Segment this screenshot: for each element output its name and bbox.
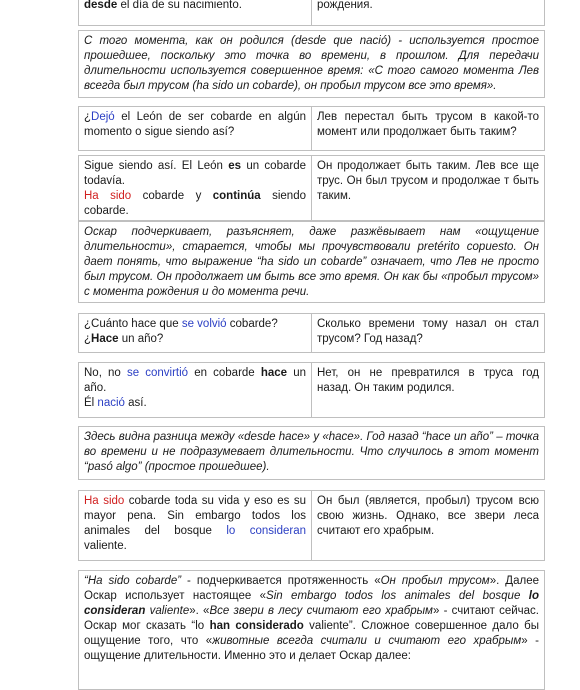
text-line: [317, 494, 539, 539]
text-line: [84, 110, 306, 140]
russian-cell: [311, 0, 545, 26]
text-run: se convirtió: [126, 367, 189, 379]
russian-cell: [311, 490, 545, 561]
russian-cell: [311, 313, 545, 353]
table-row: [78, 106, 545, 151]
text-run: - подчеркивается протяженность «: [181, 575, 381, 587]
spanish-cell: [78, 490, 312, 561]
commentary-cell: [78, 570, 545, 690]
commentary-cell: [78, 221, 545, 303]
text-run: ». «: [189, 605, 210, 617]
text-run: se volvió: [181, 318, 227, 330]
text-run: cobarde y: [131, 190, 213, 202]
text-line: [317, 317, 539, 347]
text-run: ¿: [84, 111, 92, 123]
text-line: [84, 494, 306, 554]
text-run: No, no: [84, 367, 127, 379]
spanish-cell: [78, 313, 312, 353]
text-run: un cobarde todavía.: [84, 160, 306, 187]
text-run: cobarde?: [226, 318, 278, 330]
text-line: [84, 225, 539, 300]
text-line: [84, 574, 539, 664]
text-run: Ha sido: [84, 495, 125, 507]
text-run: животные всегда считали и считают его храбрым: [212, 635, 522, 647]
russian-cell: [311, 362, 545, 418]
text-run: ¿: [84, 333, 92, 345]
text-run: hace: [260, 367, 288, 379]
text-line: [84, 34, 539, 94]
text-run: Hace: [91, 333, 119, 345]
text-line: [317, 366, 539, 396]
spanish-cell: [78, 0, 312, 26]
text-run: continúa: [212, 190, 261, 202]
text-run: valiente”. Сложное совершенное дало бы ощущение того, что «: [84, 620, 539, 647]
text-run: así.: [124, 397, 147, 409]
text-run: Лев перестал быть трусом в какой-то момент или продолжает быть таким?: [317, 111, 539, 138]
text-run: “Ha sido cobarde”: [84, 575, 182, 587]
text-run: Он продолжает быть таким. Лев все ще трус. Он был трусом и продолжае т быть таким.: [317, 160, 539, 202]
text-run: el León de ser cobarde en algún momento o sigue siendo así?: [84, 111, 306, 138]
text-line: [84, 0, 306, 13]
commentary-row: [78, 30, 545, 98]
text-run: es: [228, 160, 242, 172]
text-run: рождения.: [317, 0, 373, 11]
text-run: Нет, он не превратился в труса год назад. Он таким родился.: [317, 367, 539, 394]
text-run: ¿Cuánto hace que: [84, 318, 182, 330]
text-run: en cobarde: [188, 367, 261, 379]
table-row: [78, 362, 545, 418]
text-run: valiente.: [84, 540, 127, 552]
text-line: [317, 110, 539, 140]
russian-cell: [311, 106, 545, 151]
spanish-cell: [78, 106, 312, 151]
text-run: lo consideran: [226, 525, 307, 537]
text-run: Он был (является, пробыл) трусом всю свою жизнь. Однако, все звери леса считают его храбрым.: [317, 495, 539, 537]
text-line: [84, 317, 306, 332]
text-run: nació: [97, 397, 125, 409]
commentary-row: [78, 221, 545, 303]
text-run: Sin embargo todos los animales del bosque: [266, 590, 529, 602]
spanish-cell: [78, 155, 312, 221]
text-run: cobarde toda su vida y eso es su mayor pena. Sin embargo todos los animales del bosque: [84, 495, 306, 537]
text-run: siendo cobarde.: [84, 190, 306, 217]
text-run: ». Далее Оскар использует настоящее «: [84, 575, 539, 602]
text-run: un año.: [84, 367, 306, 394]
commentary-cell: [78, 426, 545, 480]
table-row: [78, 0, 545, 26]
text-line: [84, 366, 306, 396]
text-line: [84, 189, 306, 219]
text-run: » - считают сейчас. Оскар мог сказать “lo: [84, 605, 539, 632]
text-run: Ha sido: [84, 190, 132, 202]
text-line: [317, 159, 539, 204]
text-run: Dejó: [91, 111, 115, 123]
text-run: Sigue siendo así. El León: [84, 160, 229, 172]
text-run: С того момента, как он родился (desde que nació) - используется простое прошедшее, поскольку это точка во времени, в прошлом. Для передачи длительности используется совершенное время: «С того самого момента Лев всегда был трусом (ha sido un cobarde), он пробыл трусом все это время».: [84, 35, 539, 92]
text-run: Él: [84, 397, 98, 409]
text-run: el día de su nacimiento.: [117, 0, 242, 11]
text-line: [317, 0, 539, 13]
text-run: Здесь видна разница между «desde hace» у «hace». Год назад “hace un año” – точка во времени и не подразумевает длительности. Что случилось в этот момент “pasó algo” (простое прошедшее).: [84, 431, 539, 473]
text-run: valiente: [145, 605, 190, 617]
text-run: Он пробыл трусом: [380, 575, 490, 587]
text-run: Оскар подчеркивает, разъясняет, даже разжёвывает нам «ощущение длительности», старается, чтобы мы прочувствовали pretérito copuesto. Он дает понять, что выражение “ha sido un cobarde” означает, что Лев не просто был трусом. Он продолжает им быть все это время. Он как бы «пробыл трусом» с момента рождения и до момента речи.: [84, 226, 539, 298]
table-row: [78, 313, 545, 353]
commentary-row: [78, 426, 545, 480]
table-row: [78, 490, 545, 561]
text-run: Все звери в лесу считают его храбрым: [209, 605, 433, 617]
text-run: lo consideran: [84, 590, 539, 617]
commentary-row: [78, 570, 545, 690]
russian-cell: [311, 155, 545, 221]
text-run: Сколько времени тому назал он стал трусом? Год назад?: [317, 318, 539, 345]
text-run: » - ощущение длительности. Именно это и делает Оскар далее:: [84, 635, 539, 662]
table-row: [78, 155, 545, 221]
text-line: [84, 396, 306, 411]
text-run: un año?: [118, 333, 164, 345]
spanish-cell: [78, 362, 312, 418]
text-line: [84, 430, 539, 475]
text-line: [84, 159, 306, 189]
text-line: [84, 332, 306, 347]
text-run: han considerado: [209, 620, 304, 632]
commentary-cell: [78, 30, 545, 98]
text-run: desde: [84, 0, 118, 11]
